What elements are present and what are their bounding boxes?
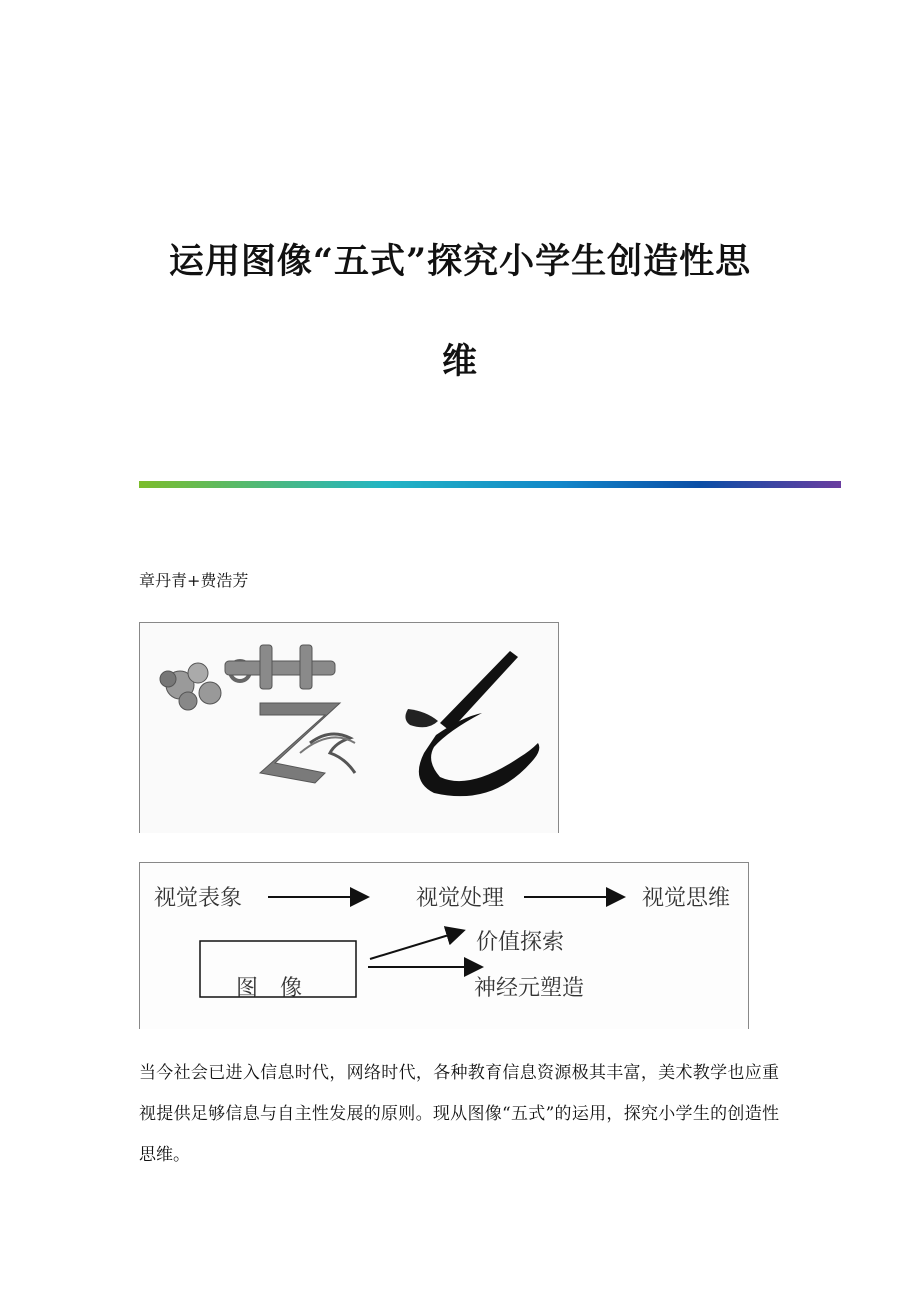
- flow-diagram: [140, 863, 748, 1029]
- node-visual-processing: 视觉处理: [416, 886, 505, 911]
- intro-paragraph: 当今社会已进入信息时代，网络时代，各种教育信息资源极其丰富，美术教学也应重视提供足够信息与自主性发展的原则。现从图像“五式”的运用，探究小学生的创造性思维。: [139, 1063, 779, 1165]
- node-visual-representation: 视觉表象: [154, 886, 243, 911]
- page-title: [100, 212, 820, 412]
- ornate-character-art: [160, 645, 355, 783]
- calligraphy-art-image: [140, 623, 558, 833]
- image-box-label: 图 像: [236, 976, 303, 1001]
- brush-character-art: [405, 651, 539, 796]
- arrow-branch-1: [370, 931, 462, 959]
- title-line-2: 维: [441, 341, 478, 382]
- figure-art-characters: [139, 622, 559, 833]
- gradient-divider: [139, 481, 841, 488]
- node-value-exploration: 价值探索: [476, 930, 565, 955]
- node-neuron-shaping: 神经元塑造: [474, 976, 585, 1001]
- figure-flow-diagram: [139, 862, 749, 1029]
- node-visual-thinking: 视觉思维: [642, 886, 731, 911]
- authors: 章丹青+费浩芳: [139, 571, 249, 590]
- title-line-1: 运用图像“五式”探究小学生创造性思: [168, 241, 752, 282]
